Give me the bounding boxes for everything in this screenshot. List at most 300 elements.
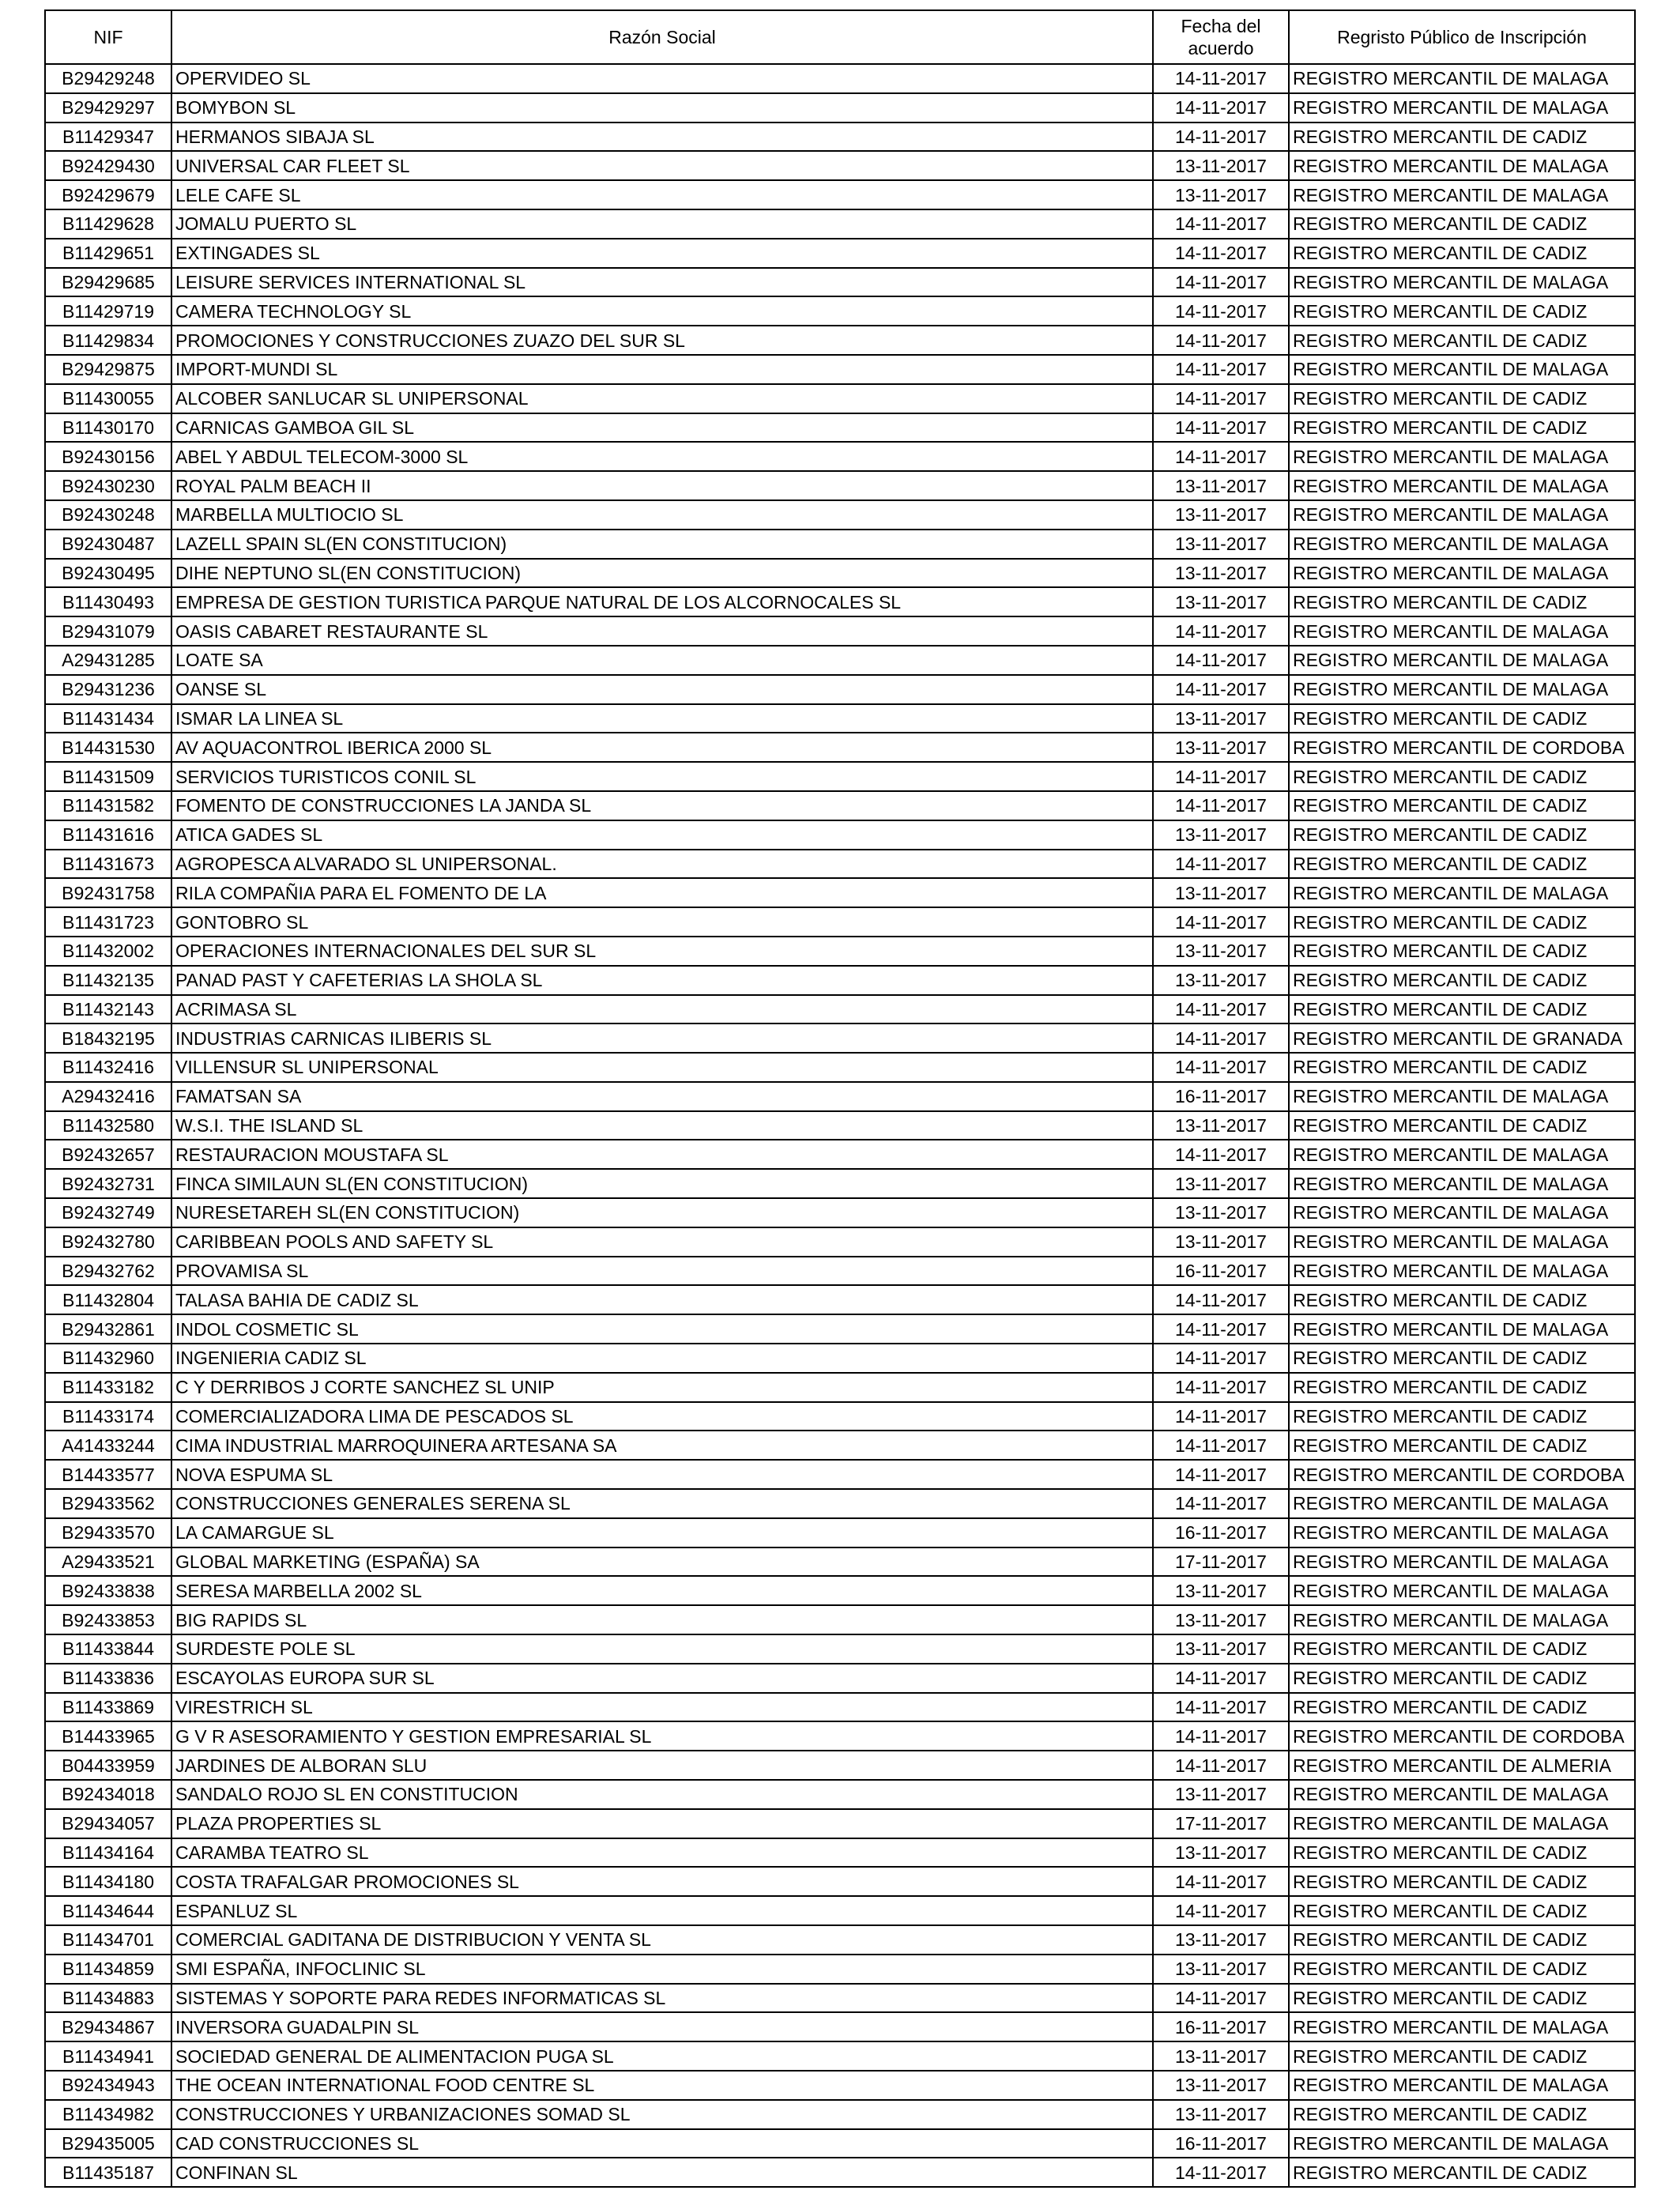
cell-razon-social: ESPANLUZ SL — [171, 1896, 1153, 1925]
cell-fecha: 14-11-2017 — [1153, 209, 1289, 239]
table-row — [45, 1489, 1635, 1518]
cell-nif: B29433570 — [45, 1518, 171, 1547]
table-row — [45, 1373, 1635, 1402]
cell-nif: B11434941 — [45, 2041, 171, 2071]
cell-razon-social: OPERVIDEO SL — [171, 64, 1153, 93]
table-row — [45, 791, 1635, 820]
cell-razon-social: INVERSORA GUADALPIN SL — [171, 2012, 1153, 2041]
cell-razon-social: NURESETAREH SL(EN CONSTITUCION) — [171, 1198, 1153, 1227]
table-row — [45, 1634, 1635, 1664]
cell-razon-social: INDUSTRIAS CARNICAS ILIBERIS SL — [171, 1023, 1153, 1053]
cell-fecha: 13-11-2017 — [1153, 500, 1289, 530]
table-row — [45, 1896, 1635, 1925]
cell-fecha: 14-11-2017 — [1153, 791, 1289, 820]
cell-nif: B14433965 — [45, 1721, 171, 1751]
cell-razon-social: ALCOBER SANLUCAR SL UNIPERSONAL — [171, 384, 1153, 413]
cell-registro: REGISTRO MERCANTIL DE MALAGA — [1289, 1576, 1635, 1605]
cell-fecha: 16-11-2017 — [1153, 1518, 1289, 1547]
cell-razon-social: SISTEMAS Y SOPORTE PARA REDES INFORMATICAS SL — [171, 1984, 1153, 2013]
cell-razon-social: COMERCIAL GADITANA DE DISTRIBUCION Y VENTA SL — [171, 1925, 1153, 1955]
cell-fecha: 16-11-2017 — [1153, 2012, 1289, 2041]
cell-fecha: 13-11-2017 — [1153, 2071, 1289, 2100]
table-row — [45, 1198, 1635, 1227]
cell-razon-social: DIHE NEPTUNO SL(EN CONSTITUCION) — [171, 559, 1153, 588]
table-row — [45, 413, 1635, 443]
cell-nif: B18432195 — [45, 1023, 171, 1053]
cell-razon-social: PLAZA PROPERTIES SL — [171, 1809, 1153, 1838]
cell-razon-social: COSTA TRAFALGAR PROMOCIONES SL — [171, 1867, 1153, 1896]
cell-registro: REGISTRO MERCANTIL DE MALAGA — [1289, 2012, 1635, 2041]
cell-razon-social: TALASA BAHIA DE CADIZ SL — [171, 1285, 1153, 1314]
cell-registro: REGISTRO MERCANTIL DE CADIZ — [1289, 239, 1635, 268]
cell-nif: A29432416 — [45, 1082, 171, 1111]
cell-razon-social: LA CAMARGUE SL — [171, 1518, 1153, 1547]
cell-registro: REGISTRO MERCANTIL DE MALAGA — [1289, 1082, 1635, 1111]
cell-fecha: 14-11-2017 — [1153, 1489, 1289, 1518]
cell-razon-social: LELE CAFE SL — [171, 180, 1153, 209]
table-row — [45, 1867, 1635, 1896]
table-row — [45, 1227, 1635, 1257]
cell-nif: B11431673 — [45, 850, 171, 879]
cell-fecha: 14-11-2017 — [1153, 1460, 1289, 1489]
table-row — [45, 559, 1635, 588]
cell-fecha: 14-11-2017 — [1153, 1402, 1289, 1431]
cell-razon-social: LEISURE SERVICES INTERNATIONAL SL — [171, 268, 1153, 297]
cell-fecha: 13-11-2017 — [1153, 1780, 1289, 1809]
cell-nif: B11433182 — [45, 1373, 171, 1402]
cell-razon-social: VILLENSUR SL UNIPERSONAL — [171, 1053, 1153, 1082]
cell-fecha: 14-11-2017 — [1153, 1344, 1289, 1373]
cell-fecha: 14-11-2017 — [1153, 64, 1289, 93]
cell-razon-social: SURDESTE POLE SL — [171, 1634, 1153, 1664]
table-row — [45, 820, 1635, 850]
cell-fecha: 13-11-2017 — [1153, 733, 1289, 762]
cell-fecha: 14-11-2017 — [1153, 123, 1289, 152]
cell-nif: B11430055 — [45, 384, 171, 413]
cell-nif: B11431509 — [45, 762, 171, 791]
cell-fecha: 14-11-2017 — [1153, 1431, 1289, 1460]
cell-fecha: 14-11-2017 — [1153, 1373, 1289, 1402]
table-row — [45, 2071, 1635, 2100]
header-fecha-acuerdo: Fecha del acuerdo — [1153, 10, 1289, 64]
cell-fecha: 13-11-2017 — [1153, 180, 1289, 209]
cell-registro: REGISTRO MERCANTIL DE CADIZ — [1289, 995, 1635, 1024]
cell-razon-social: RESTAURACION MOUSTAFA SL — [171, 1140, 1153, 1169]
table-row — [45, 1460, 1635, 1489]
cell-registro: REGISTRO MERCANTIL DE CADIZ — [1289, 123, 1635, 152]
table-row — [45, 384, 1635, 413]
cell-registro: REGISTRO MERCANTIL DE CADIZ — [1289, 820, 1635, 850]
table-row — [45, 2100, 1635, 2129]
cell-fecha: 14-11-2017 — [1153, 1984, 1289, 2013]
header-razon-social: Razón Social — [171, 10, 1153, 64]
cell-fecha: 14-11-2017 — [1153, 1751, 1289, 1780]
cell-razon-social: BOMYBON SL — [171, 93, 1153, 123]
cell-fecha: 13-11-2017 — [1153, 587, 1289, 616]
cell-fecha: 14-11-2017 — [1153, 2158, 1289, 2187]
cell-nif: B11434180 — [45, 1867, 171, 1896]
cell-nif: B29434057 — [45, 1809, 171, 1838]
cell-registro: REGISTRO MERCANTIL DE MALAGA — [1289, 151, 1635, 180]
cell-fecha: 14-11-2017 — [1153, 355, 1289, 384]
cell-razon-social: ACRIMASA SL — [171, 995, 1153, 1024]
cell-razon-social: SOCIEDAD GENERAL DE ALIMENTACION PUGA SL — [171, 2041, 1153, 2071]
table-row — [45, 675, 1635, 704]
table-row — [45, 1518, 1635, 1547]
cell-fecha: 14-11-2017 — [1153, 268, 1289, 297]
cell-razon-social: RILA COMPAÑIA PARA EL FOMENTO DE LA — [171, 878, 1153, 907]
cell-registro: REGISTRO MERCANTIL DE MALAGA — [1289, 1257, 1635, 1286]
registry-body — [45, 64, 1635, 2187]
cell-nif: B92431758 — [45, 878, 171, 907]
cell-nif: B11434164 — [45, 1838, 171, 1868]
table-row — [45, 1955, 1635, 1984]
cell-fecha: 14-11-2017 — [1153, 1721, 1289, 1751]
cell-nif: B11432580 — [45, 1111, 171, 1140]
cell-razon-social: FINCA SIMILAUN SL(EN CONSTITUCION) — [171, 1169, 1153, 1198]
table-row — [45, 1693, 1635, 1722]
cell-razon-social: LAZELL SPAIN SL(EN CONSTITUCION) — [171, 530, 1153, 559]
cell-registro: REGISTRO MERCANTIL DE CADIZ — [1289, 1111, 1635, 1140]
cell-registro: REGISTRO MERCANTIL DE CADIZ — [1289, 1402, 1635, 1431]
cell-razon-social: SERESA MARBELLA 2002 SL — [171, 1576, 1153, 1605]
table-row — [45, 1140, 1635, 1169]
cell-razon-social: PROVAMISA SL — [171, 1257, 1153, 1286]
cell-registro: REGISTRO MERCANTIL DE MALAGA — [1289, 1547, 1635, 1577]
table-row — [45, 1082, 1635, 1111]
cell-registro: REGISTRO MERCANTIL DE MALAGA — [1289, 1780, 1635, 1809]
cell-registro: REGISTRO MERCANTIL DE MALAGA — [1289, 1198, 1635, 1227]
cell-registro: REGISTRO MERCANTIL DE MALAGA — [1289, 1140, 1635, 1169]
table-row — [45, 2158, 1635, 2187]
table-row — [45, 1314, 1635, 1344]
cell-razon-social: PANAD PAST Y CAFETERIAS LA SHOLA SL — [171, 966, 1153, 995]
cell-razon-social: GONTOBRO SL — [171, 907, 1153, 937]
header-registro: Regristo Público de Inscripción — [1289, 10, 1635, 64]
table-row — [45, 704, 1635, 733]
cell-nif: B92429679 — [45, 180, 171, 209]
cell-nif: B11434701 — [45, 1925, 171, 1955]
table-row — [45, 64, 1635, 93]
table-row — [45, 268, 1635, 297]
cell-nif: B92430156 — [45, 442, 171, 471]
cell-registro: REGISTRO MERCANTIL DE CORDOBA — [1289, 1460, 1635, 1489]
table-row — [45, 1838, 1635, 1868]
cell-fecha: 13-11-2017 — [1153, 966, 1289, 995]
cell-nif: B92429430 — [45, 151, 171, 180]
cell-nif: B29429248 — [45, 64, 171, 93]
cell-registro: REGISTRO MERCANTIL DE MALAGA — [1289, 530, 1635, 559]
cell-nif: B92430230 — [45, 471, 171, 500]
cell-fecha: 13-11-2017 — [1153, 151, 1289, 180]
cell-registro: REGISTRO MERCANTIL DE CADIZ — [1289, 907, 1635, 937]
cell-nif: B11433869 — [45, 1693, 171, 1722]
cell-razon-social: UNIVERSAL CAR FLEET SL — [171, 151, 1153, 180]
table-row — [45, 1809, 1635, 1838]
cell-razon-social: C Y DERRIBOS J CORTE SANCHEZ SL UNIP — [171, 1373, 1153, 1402]
cell-razon-social: ABEL Y ABDUL TELECOM-3000 SL — [171, 442, 1153, 471]
cell-razon-social: OANSE SL — [171, 675, 1153, 704]
cell-razon-social: CONSTRUCCIONES GENERALES SERENA SL — [171, 1489, 1153, 1518]
cell-nif: B92432731 — [45, 1169, 171, 1198]
cell-razon-social: GLOBAL MARKETING (ESPAÑA) SA — [171, 1547, 1153, 1577]
cell-registro: REGISTRO MERCANTIL DE CADIZ — [1289, 762, 1635, 791]
table-row — [45, 1664, 1635, 1693]
cell-fecha: 14-11-2017 — [1153, 1693, 1289, 1722]
cell-nif: B29432861 — [45, 1314, 171, 1344]
table-row — [45, 180, 1635, 209]
table-row — [45, 296, 1635, 326]
cell-nif: B29429875 — [45, 355, 171, 384]
cell-razon-social: CAMERA TECHNOLOGY SL — [171, 296, 1153, 326]
cell-registro: REGISTRO MERCANTIL DE CADIZ — [1289, 1373, 1635, 1402]
cell-registro: REGISTRO MERCANTIL DE MALAGA — [1289, 1809, 1635, 1838]
cell-registro: REGISTRO MERCANTIL DE MALAGA — [1289, 646, 1635, 675]
cell-razon-social: IMPORT-MUNDI SL — [171, 355, 1153, 384]
cell-registro: REGISTRO MERCANTIL DE CADIZ — [1289, 1984, 1635, 2013]
cell-razon-social: OPERACIONES INTERNACIONALES DEL SUR SL — [171, 937, 1153, 966]
cell-fecha: 14-11-2017 — [1153, 907, 1289, 937]
cell-nif: B11433174 — [45, 1402, 171, 1431]
cell-nif: B11432002 — [45, 937, 171, 966]
cell-fecha: 13-11-2017 — [1153, 530, 1289, 559]
cell-razon-social: AV AQUACONTROL IBERICA 2000 SL — [171, 733, 1153, 762]
cell-nif: B92434943 — [45, 2071, 171, 2100]
cell-razon-social: COMERCIALIZADORA LIMA DE PESCADOS SL — [171, 1402, 1153, 1431]
cell-fecha: 14-11-2017 — [1153, 296, 1289, 326]
cell-fecha: 14-11-2017 — [1153, 326, 1289, 355]
table-row — [45, 1257, 1635, 1286]
cell-fecha: 14-11-2017 — [1153, 616, 1289, 646]
cell-fecha: 14-11-2017 — [1153, 1314, 1289, 1344]
cell-nif: B92434018 — [45, 1780, 171, 1809]
cell-fecha: 13-11-2017 — [1153, 937, 1289, 966]
cell-razon-social: CARNICAS GAMBOA GIL SL — [171, 413, 1153, 443]
cell-registro: REGISTRO MERCANTIL DE CADIZ — [1289, 937, 1635, 966]
cell-registro: REGISTRO MERCANTIL DE CADIZ — [1289, 1955, 1635, 1984]
table-row — [45, 995, 1635, 1024]
cell-registro: REGISTRO MERCANTIL DE MALAGA — [1289, 355, 1635, 384]
cell-fecha: 14-11-2017 — [1153, 1867, 1289, 1896]
table-row — [45, 937, 1635, 966]
cell-razon-social: BIG RAPIDS SL — [171, 1605, 1153, 1634]
table-row — [45, 500, 1635, 530]
cell-razon-social: ISMAR LA LINEA SL — [171, 704, 1153, 733]
cell-fecha: 16-11-2017 — [1153, 2129, 1289, 2158]
cell-nif: B14431530 — [45, 733, 171, 762]
cell-nif: B92430495 — [45, 559, 171, 588]
cell-nif: B11429347 — [45, 123, 171, 152]
cell-registro: REGISTRO MERCANTIL DE MALAGA — [1289, 1169, 1635, 1198]
table-row — [45, 93, 1635, 123]
cell-razon-social: ROYAL PALM BEACH II — [171, 471, 1153, 500]
cell-nif: B11431723 — [45, 907, 171, 937]
cell-fecha: 14-11-2017 — [1153, 1285, 1289, 1314]
cell-fecha: 14-11-2017 — [1153, 1023, 1289, 1053]
cell-razon-social: OASIS CABARET RESTAURANTE SL — [171, 616, 1153, 646]
cell-registro: REGISTRO MERCANTIL DE CADIZ — [1289, 2100, 1635, 2129]
table-row — [45, 1576, 1635, 1605]
table-row — [45, 646, 1635, 675]
cell-registro: REGISTRO MERCANTIL DE CADIZ — [1289, 1053, 1635, 1082]
cell-razon-social: AGROPESCA ALVARADO SL UNIPERSONAL. — [171, 850, 1153, 879]
cell-registro: REGISTRO MERCANTIL DE CADIZ — [1289, 966, 1635, 995]
cell-registro: REGISTRO MERCANTIL DE CADIZ — [1289, 1867, 1635, 1896]
cell-nif: B29431079 — [45, 616, 171, 646]
cell-razon-social: CARAMBA TEATRO SL — [171, 1838, 1153, 1868]
cell-fecha: 13-11-2017 — [1153, 2041, 1289, 2071]
cell-nif: B11429628 — [45, 209, 171, 239]
table-row — [45, 966, 1635, 995]
table-row — [45, 123, 1635, 152]
table-row — [45, 1344, 1635, 1373]
cell-nif: B92432657 — [45, 1140, 171, 1169]
cell-razon-social: FOMENTO DE CONSTRUCCIONES LA JANDA SL — [171, 791, 1153, 820]
cell-razon-social: SMI ESPAÑA, INFOCLINIC SL — [171, 1955, 1153, 1984]
cell-fecha: 13-11-2017 — [1153, 1169, 1289, 1198]
cell-nif: B11434644 — [45, 1896, 171, 1925]
table-row — [45, 2012, 1635, 2041]
table-row — [45, 762, 1635, 791]
cell-nif: B92430487 — [45, 530, 171, 559]
cell-razon-social: MARBELLA MULTIOCIO SL — [171, 500, 1153, 530]
cell-registro: REGISTRO MERCANTIL DE MALAGA — [1289, 64, 1635, 93]
cell-nif: B92430248 — [45, 500, 171, 530]
cell-fecha: 13-11-2017 — [1153, 2100, 1289, 2129]
cell-razon-social: VIRESTRICH SL — [171, 1693, 1153, 1722]
cell-fecha: 14-11-2017 — [1153, 1896, 1289, 1925]
cell-fecha: 14-11-2017 — [1153, 442, 1289, 471]
cell-registro: REGISTRO MERCANTIL DE CADIZ — [1289, 1285, 1635, 1314]
cell-registro: REGISTRO MERCANTIL DE CADIZ — [1289, 587, 1635, 616]
cell-registro: REGISTRO MERCANTIL DE MALAGA — [1289, 500, 1635, 530]
cell-nif: B11430493 — [45, 587, 171, 616]
cell-razon-social: CIMA INDUSTRIAL MARROQUINERA ARTESANA SA — [171, 1431, 1153, 1460]
table-row — [45, 1547, 1635, 1577]
cell-fecha: 13-11-2017 — [1153, 1576, 1289, 1605]
cell-registro: REGISTRO MERCANTIL DE CADIZ — [1289, 2041, 1635, 2071]
cell-fecha: 13-11-2017 — [1153, 1605, 1289, 1634]
cell-registro: REGISTRO MERCANTIL DE CADIZ — [1289, 326, 1635, 355]
cell-fecha: 13-11-2017 — [1153, 704, 1289, 733]
cell-nif: B11433836 — [45, 1664, 171, 1693]
cell-fecha: 13-11-2017 — [1153, 471, 1289, 500]
cell-razon-social: THE OCEAN INTERNATIONAL FOOD CENTRE SL — [171, 2071, 1153, 2100]
cell-registro: REGISTRO MERCANTIL DE CADIZ — [1289, 704, 1635, 733]
cell-nif: B92433838 — [45, 1576, 171, 1605]
cell-razon-social: ATICA GADES SL — [171, 820, 1153, 850]
cell-razon-social: ESCAYOLAS EUROPA SUR SL — [171, 1664, 1153, 1693]
cell-registro: REGISTRO MERCANTIL DE CADIZ — [1289, 209, 1635, 239]
cell-registro: REGISTRO MERCANTIL DE CORDOBA — [1289, 733, 1635, 762]
header-nif: NIF — [45, 10, 171, 64]
cell-fecha: 14-11-2017 — [1153, 93, 1289, 123]
cell-nif: B11429719 — [45, 296, 171, 326]
table-row — [45, 1169, 1635, 1198]
cell-nif: B11431582 — [45, 791, 171, 820]
cell-registro: REGISTRO MERCANTIL DE MALAGA — [1289, 878, 1635, 907]
table-row — [45, 1721, 1635, 1751]
cell-registro: REGISTRO MERCANTIL DE CADIZ — [1289, 384, 1635, 413]
table-row — [45, 587, 1635, 616]
cell-razon-social: SERVICIOS TURISTICOS CONIL SL — [171, 762, 1153, 791]
table-row — [45, 616, 1635, 646]
cell-razon-social: EMPRESA DE GESTION TURISTICA PARQUE NATURAL DE LOS ALCORNOCALES SL — [171, 587, 1153, 616]
cell-nif: B11435187 — [45, 2158, 171, 2187]
cell-nif: B11432143 — [45, 995, 171, 1024]
cell-registro: REGISTRO MERCANTIL DE CADIZ — [1289, 850, 1635, 879]
cell-nif: B29434867 — [45, 2012, 171, 2041]
cell-razon-social: CARIBBEAN POOLS AND SAFETY SL — [171, 1227, 1153, 1257]
cell-nif: A41433244 — [45, 1431, 171, 1460]
table-row — [45, 2129, 1635, 2158]
cell-registro: REGISTRO MERCANTIL DE MALAGA — [1289, 675, 1635, 704]
cell-nif: B11433844 — [45, 1634, 171, 1664]
table-row — [45, 442, 1635, 471]
cell-nif: A29431285 — [45, 646, 171, 675]
cell-registro: REGISTRO MERCANTIL DE MALAGA — [1289, 268, 1635, 297]
cell-fecha: 14-11-2017 — [1153, 995, 1289, 1024]
cell-nif: B11434883 — [45, 1984, 171, 2013]
cell-nif: B11429651 — [45, 239, 171, 268]
cell-fecha: 13-11-2017 — [1153, 559, 1289, 588]
cell-registro: REGISTRO MERCANTIL DE CADIZ — [1289, 791, 1635, 820]
cell-fecha: 14-11-2017 — [1153, 239, 1289, 268]
cell-fecha: 14-11-2017 — [1153, 850, 1289, 879]
cell-registro: REGISTRO MERCANTIL DE CADIZ — [1289, 1431, 1635, 1460]
cell-fecha: 17-11-2017 — [1153, 1547, 1289, 1577]
cell-registro: REGISTRO MERCANTIL DE CADIZ — [1289, 1344, 1635, 1373]
cell-fecha: 14-11-2017 — [1153, 762, 1289, 791]
cell-razon-social: INGENIERIA CADIZ SL — [171, 1344, 1153, 1373]
cell-fecha: 13-11-2017 — [1153, 1838, 1289, 1868]
table-row — [45, 1111, 1635, 1140]
cell-nif: B29431236 — [45, 675, 171, 704]
table-row — [45, 1402, 1635, 1431]
cell-razon-social: JOMALU PUERTO SL — [171, 209, 1153, 239]
registry-table — [44, 9, 1636, 2188]
cell-fecha: 14-11-2017 — [1153, 1664, 1289, 1693]
cell-registro: REGISTRO MERCANTIL DE MALAGA — [1289, 559, 1635, 588]
cell-razon-social: LOATE SA — [171, 646, 1153, 675]
cell-razon-social: SANDALO ROJO SL EN CONSTITUCION — [171, 1780, 1153, 1809]
table-row — [45, 530, 1635, 559]
table-row — [45, 1053, 1635, 1082]
cell-fecha: 13-11-2017 — [1153, 1198, 1289, 1227]
cell-registro: REGISTRO MERCANTIL DE CADIZ — [1289, 1896, 1635, 1925]
cell-fecha: 14-11-2017 — [1153, 675, 1289, 704]
table-row — [45, 1751, 1635, 1780]
cell-registro: REGISTRO MERCANTIL DE CORDOBA — [1289, 1721, 1635, 1751]
table-row — [45, 1431, 1635, 1460]
cell-registro: REGISTRO MERCANTIL DE CADIZ — [1289, 1634, 1635, 1664]
cell-razon-social: FAMATSAN SA — [171, 1082, 1153, 1111]
cell-registro: REGISTRO MERCANTIL DE MALAGA — [1289, 93, 1635, 123]
cell-nif: A29433521 — [45, 1547, 171, 1577]
cell-registro: REGISTRO MERCANTIL DE MALAGA — [1289, 2071, 1635, 2100]
cell-fecha: 13-11-2017 — [1153, 1925, 1289, 1955]
cell-registro: REGISTRO MERCANTIL DE MALAGA — [1289, 1314, 1635, 1344]
cell-registro: REGISTRO MERCANTIL DE MALAGA — [1289, 1605, 1635, 1634]
cell-registro: REGISTRO MERCANTIL DE MALAGA — [1289, 471, 1635, 500]
table-row — [45, 878, 1635, 907]
cell-nif: B11431434 — [45, 704, 171, 733]
cell-razon-social: HERMANOS SIBAJA SL — [171, 123, 1153, 152]
cell-nif: B11429834 — [45, 326, 171, 355]
cell-razon-social: JARDINES DE ALBORAN SLU — [171, 1751, 1153, 1780]
cell-fecha: 13-11-2017 — [1153, 1227, 1289, 1257]
cell-nif: B92432749 — [45, 1198, 171, 1227]
